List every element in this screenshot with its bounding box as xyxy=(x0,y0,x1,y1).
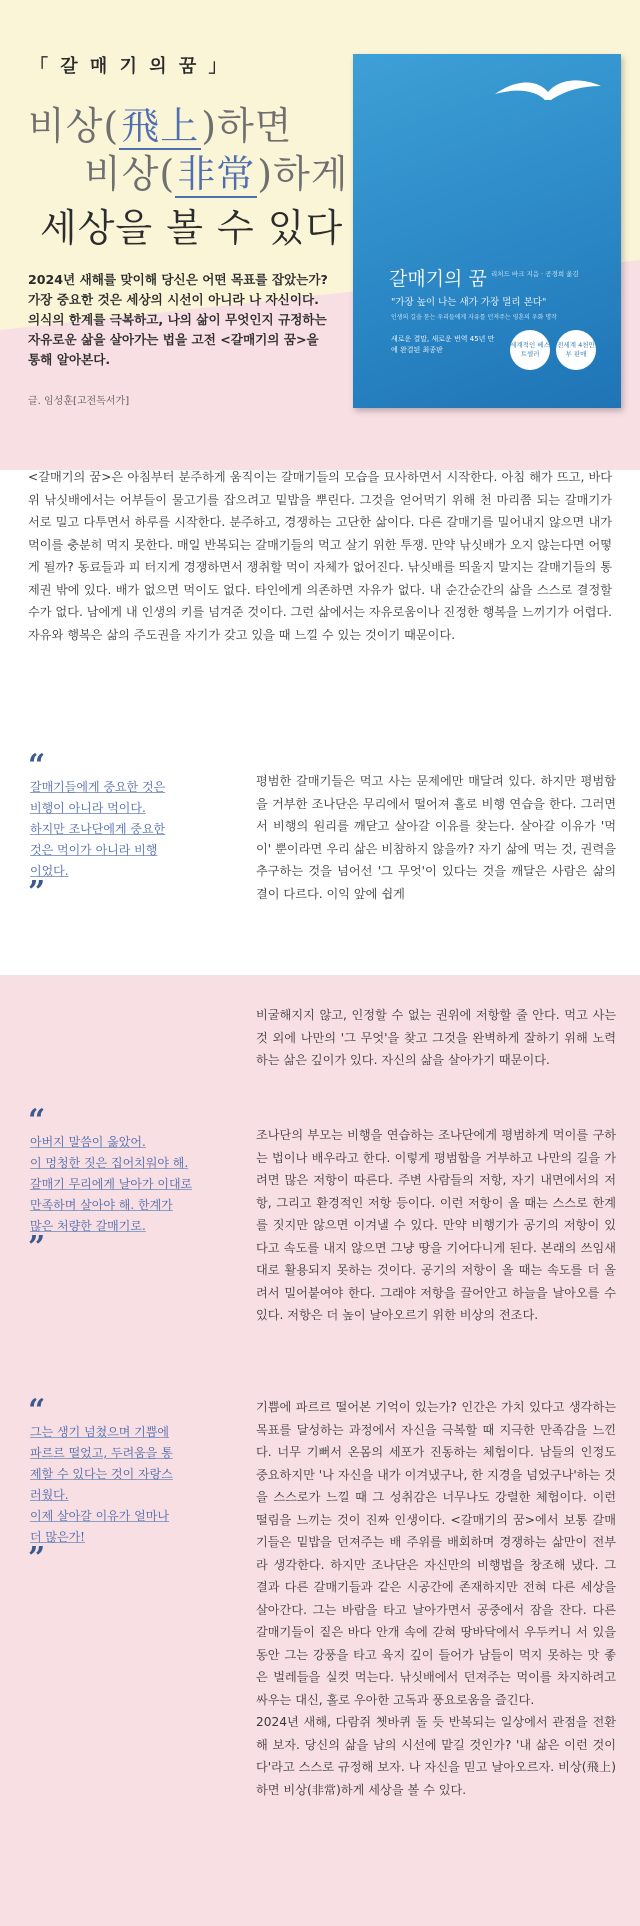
body-paragraph-2: 평범한 갈매기들은 먹고 사는 문제에만 매달려 있다. 하지만 평범함을 거부한 조나단은 무리에서 떨어져 홀로 비행 연습을 한다. 그러면서 비행의 원리를 깨닫고 살아갈 이유를 찾는다. 살아갈 이유가 '먹이' 뿐이라면 우리 삶은 비참하지 않을까? 자기 삶에 먹는 것, 권력을 추구하는 것을 넘어선 '그 무엇'이 있다는 것을 깨달은 사람은 삶의 결이 다르다. 이익 앞에 쉽게 xyxy=(256,774,616,901)
book-author: 리처드 바크 지음 · 공경희 옮김 xyxy=(491,270,579,278)
seagull-icon xyxy=(493,72,603,112)
close-quote-icon: ” xyxy=(28,1230,46,1265)
headline-line-1: 비상(飛上)하면 xyxy=(28,104,293,148)
close-quote-icon: ” xyxy=(28,1541,46,1576)
intro-lead: 2024년 새해를 맞이해 당신은 어떤 목표를 잡았는가? 가장 중요한 것은 세상의 시선이 아니라 나 자신이다. 의식의 한계를 극복하고, 나의 삶이 무엇인지 규정하는 자유로운 삶을 살아가는 법을 고전 <갈매기의 꿈>을 통해 알아본다. xyxy=(28,272,328,367)
open-quote-icon: “ xyxy=(28,748,46,783)
author-credit: 글. 임성훈[고전독서가] xyxy=(28,396,130,407)
book-description: 새로운 결말, 새로운 번역 45년 만에 완결된 최종판 xyxy=(391,335,495,354)
headline-line-2: 비상(非常)하게 xyxy=(84,152,349,196)
book-subquote: 인생의 길을 묻는 우리들에게 자유를 던져주는 영혼의 우화 명작 xyxy=(391,314,557,321)
pull-quote-3: “ 그는 생기 넘쳤으며 기쁨에 파르르 떨었고, 두려움을 통 제할 수 있다는 것이 자랑스 러웠다. 이제 살아갈 이유가 얼마나 더 많은가! ” xyxy=(28,1400,198,1570)
body-paragraph-1: <갈매기의 꿈>은 아침부터 분주하게 움직이는 갈매기들의 모습을 묘사하면서 시작한다. 아침 해가 뜨고, 바다 위 낚싯배에서는 어부들이 물고기를 잡으려고 밑밥을 뿌린다. 그것을 얻어먹기 위해 천 마리쯤 되는 갈매기가 서로 밀고 다투면서 하루를 시작한다. 분주하고, 경쟁하는 고단한 삶이다. 다른 갈매기를 밀어내지 않으면 내가 먹이를 충분히 먹지 못한다. 매일 반복되는 갈매기들의 먹고 살기 위한 투쟁. 만약 낚싯배가 오지 않는다면 어떻게 될까? 동료들과 피 터지게 경쟁하면서 쟁취할 먹이 자체가 없어진다. 낚싯배를 띄울지 말지는 갈매기들의 통제권 밖에 있다. 배가 없으면 먹이도 없다. 타인에게 의존하면 자유가 없다. 내 순간순간의 삶을 스스로 결정할 수가 없다. 남에게 내 인생의 키를 넘겨준 것이다. 그런 삶에서는 자유로움이나 진정한 행복을 느끼기가 어렵다. 자유와 행복은 삶의 주도권을 자기가 갖고 있을 때 느낄 수 있는 것이기 때문이다. xyxy=(28,470,612,642)
book-quote: "가장 높이 나는 새가 가장 멀리 본다" xyxy=(391,297,547,308)
body-paragraph-5: 기쁨에 파르르 떨어본 기억이 있는가? 인간은 가치 있다고 생각하는 목표를 달성하는 과정에서 자신을 극복할 때 지극한 만족감을 느낀다. 너무 기뻐서 온몸의 세포가 진동하는 체험이다. 남들의 인정도 중요하지만 '나 자신을 내가 이겨냈구나, 한 지경을 넘었구나'하는 것을 스스로가 느낄 때 그 성취감은 너무나도 강렬한 체험이다. 이런 떨림을 느끼는 것이 진짜 인생이다. <갈매기의 꿈>에서 보통 갈매기들은 밑밥을 던져주는 배 주위를 배회하며 경쟁하는 삶만이 전부라 생각한다. 하지만 조나단은 자신만의 비행법을 창조해 냈다. 그 결과 다른 갈매기들과 같은 시공간에 존재하지만 전혀 다른 세상을 살아간다. 그는 바람을 타고 날아가면서 공중에서 잠을 잔다. 다른 갈매기들이 짙은 바다 안개 속에 갇혀 땅바닥에서 우두커니 서 있을 동안 그는 강풍을 타고 육지 깊이 들어가 남들이 먹지 못하는 맛 좋은 벌레들을 실컷 먹는다. 낚싯배에서 던져주는 먹이를 차지하려고 싸우는 대신, 홀로 우아한 고독과 풍요로움을 즐긴다. 2024년 새해, 다람쥐 쳇바퀴 돌 듯 반복되는 일상에서 관점을 전환해 보자. 당신의 삶을 남의 시선에 맡길 것인가? '내 삶은 이런 것이다'라고 스스로 규정해 보자. 나 자신을 믿고 날아오르자. 비상(飛上)하면 비상(非常)하게 세상을 볼 수 있다. xyxy=(256,1400,616,1797)
body-paragraph-4: 조나단의 부모는 비행을 연습하는 조나단에게 평범하게 먹이를 구하는 법이나 배우라고 한다. 이렇게 평범함을 거부하고 나만의 길을 가려면 많은 저항이 따른다. 주변 사람들의 저항, 자기 내면에서의 저항, 그리고 환경적인 저항 등이다. 이런 저항이 올 때는 스스로 한계를 짓지만 않으면 이겨낼 수 있다. 만약 비행기가 공기의 저항이 있다고 속도를 내지 않으면 그냥 땅을 기어다니게 된다. 본래의 쓰임새대로 활용되지 못하는 것이다. 공기의 저항이 올 때는 속도를 더 올려서 밀어붙여야 한다. 그래야 저항을 끌어안고 하늘을 날아오를 수 있다. 저항은 더 높이 날아오르기 위한 비상의 전조다. xyxy=(256,1128,616,1322)
headline-line-3: 세상을 볼 수 있다 xyxy=(40,206,344,250)
open-quote-icon: “ xyxy=(28,1393,46,1428)
open-quote-icon: “ xyxy=(28,1103,46,1138)
pull-quote-2: “ 아버지 말씀이 옳았어. 이 멍청한 짓은 집어치워야 해. 갈매기 무리에게 날아가 이대로 만족하며 살아야 해. 한계가 많은 처량한 갈매기로. ” xyxy=(28,1110,198,1259)
bestseller-badge: 세계적인 베스트셀러 xyxy=(510,330,550,370)
book-cover xyxy=(353,54,621,408)
close-quote-icon: ” xyxy=(28,875,46,910)
sales-badge: 전세계 4천만부 판매 xyxy=(556,330,596,370)
book-title: 갈매기의 꿈 xyxy=(389,268,487,290)
body-paragraph-3: 비굴해지지 않고, 인정할 수 없는 권위에 저항할 줄 안다. 먹고 사는 것 외에 나만의 '그 무엇'을 찾고 그것을 완벽하게 잘하기 위해 노력하는 삶은 깊이가 있다. 자신의 삶을 살아가기 때문이다. xyxy=(256,1008,616,1067)
series-title: 「 갈 매 기 의 꿈 」 xyxy=(30,56,230,77)
pull-quote-1: “ 갈매기들에게 중요한 것은 비행이 아니라 먹이다. 하지만 조나단에게 중요한 것은 먹이가 아니라 비행 이었다. ” xyxy=(28,755,198,904)
